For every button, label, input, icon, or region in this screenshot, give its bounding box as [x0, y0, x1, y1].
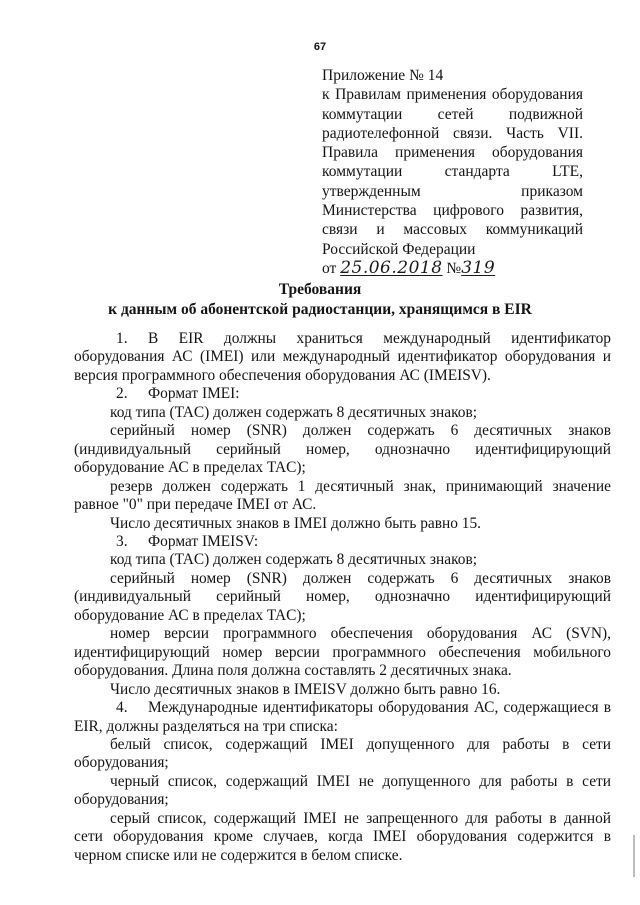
- paragraph-text: Формат IMEISV:: [148, 532, 259, 550]
- paragraph-text: белый список, содержащий IMEI допущенного для работы в сети оборудования;: [74, 735, 611, 772]
- paragraph: [74, 330, 611, 385]
- paragraph-text: Число десятичных знаков в IMEISV должно быть равно 16.: [110, 680, 501, 698]
- paragraph: [74, 533, 611, 551]
- paragraph: [74, 810, 611, 865]
- paragraph-number: 4.: [116, 699, 128, 717]
- paragraph-text: серийный номер (SNR) должен содержать 6 десятичных знаков (индивидуальный серийный номер, однозначно идентифицирующий оборудование АС в пределах TAC);: [74, 422, 611, 477]
- appendix-date-line: [322, 259, 583, 278]
- paragraph: [74, 570, 611, 625]
- paragraph: [74, 422, 611, 477]
- date-prefix: от: [322, 259, 337, 277]
- paragraph: [74, 551, 611, 569]
- scan-edge-mark: [633, 835, 635, 877]
- paragraph-text: резерв должен содержать 1 десятичный знак, принимающий значение равное "0" при передаче IMEI от АС.: [74, 477, 611, 514]
- paragraph: [74, 736, 611, 773]
- number-prefix: №: [446, 259, 462, 277]
- paragraph: [74, 478, 611, 515]
- paragraph-text: код типа (TAC) должен содержать 8 десятичных знаков;: [110, 403, 477, 421]
- paragraph-number: 1.: [116, 330, 128, 347]
- paragraph-number: 2.: [116, 385, 128, 403]
- requirements-heading: [0, 280, 640, 319]
- page-number: 67: [313, 41, 327, 53]
- appendix-block: [322, 66, 583, 278]
- paragraph: [74, 773, 611, 810]
- paragraph-text: Международные идентификаторы оборудования АС, содержащиеся в EIR, должны разделяться на три списка:: [74, 699, 611, 735]
- paragraph-text: В EIR должны храниться международный идентификатор оборудования АС (IMEI) или международный идентификатор оборудования и версия программного обеспечения оборудования АС (IMEISV).: [74, 330, 611, 384]
- handwritten-number: 319: [461, 257, 496, 278]
- handwritten-date: 25.06.2018: [340, 257, 443, 278]
- paragraph: [74, 404, 611, 422]
- paragraph-text: номер версии программного обеспечения оборудования АС (SVN), идентифицирующий номер версии программного обеспечения мобильного оборудования. Длина поля должна составлять 2 десятичных знака.: [74, 625, 611, 680]
- paragraph-text: код типа (TAC) должен содержать 8 десятичных знаков;: [110, 551, 477, 569]
- paragraph: [74, 625, 611, 680]
- paragraph: [74, 515, 611, 533]
- paragraph: [74, 699, 611, 736]
- paragraph-text: Число десятичных знаков в IMEI должно быть равно 15.: [110, 514, 482, 532]
- paragraph: [74, 385, 611, 403]
- paragraph-number: 3.: [116, 532, 128, 550]
- heading-subtitle: к данным об абонентской радиостанции, хранящимся в EIR: [108, 300, 532, 318]
- heading-title: Требования: [278, 281, 362, 298]
- paragraph: [74, 681, 611, 699]
- paragraph-text: серый список, содержащий IMEI не запрещенного для работы в данной сети оборудования кроме случаев, когда IMEI оборудования содержится в черном списке или не содержится в белом списке.: [74, 809, 611, 864]
- paragraph-text: черный список, содержащий IMEI не допущенного для работы в сети оборудования;: [74, 772, 611, 809]
- appendix-body: к Правилам применения оборудования коммутации сетей подвижной радиотелефонной связи. Часть VII. Правила применения оборудования коммутации стандарта LTE, утвержденным приказом Министерства цифрового развития, связи и массовых коммуникаций Российской Федерации: [322, 86, 583, 258]
- document-body: [74, 330, 611, 865]
- appendix-title: Приложение № 14: [322, 67, 444, 84]
- paragraph-text: Формат IMEI:: [148, 385, 240, 403]
- paragraph-text: серийный номер (SNR) должен содержать 6 десятичных знаков (индивидуальный серийный номер, однозначно идентифицирующий оборудование АС в пределах TAC);: [74, 569, 611, 624]
